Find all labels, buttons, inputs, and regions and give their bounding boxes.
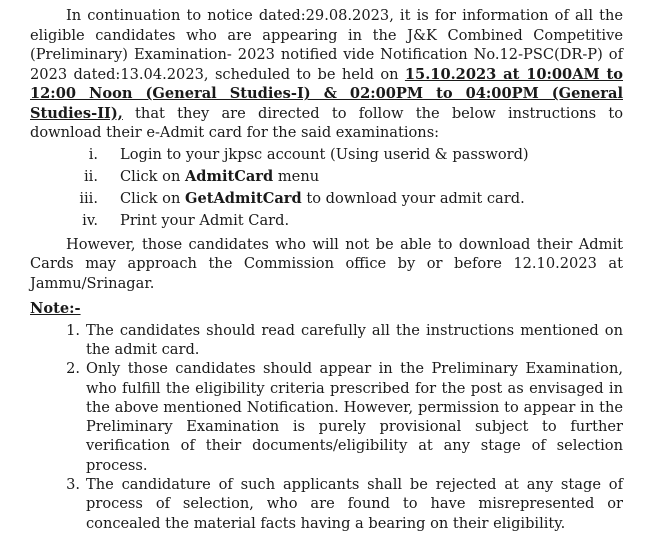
step-number: iii.	[79, 190, 98, 208]
intro-text-cont: that they are directed to follow the below instructions to download their e-Admit card for the said examinations:	[30, 104, 623, 141]
step-number: i.	[88, 145, 98, 163]
admitcard-menu-label: AdmitCard	[184, 167, 274, 185]
list-item	[30, 359, 623, 475]
note-number: 3.	[66, 476, 80, 494]
list-item	[30, 188, 623, 210]
note-number: 2.	[66, 360, 80, 378]
exam-schedule: 15.10.2023 at 10:00AM to 12:00 Noon (General Studies-I) & 02:00PM to 04:00PM (General Studies-II),	[30, 65, 623, 122]
note-heading: Note:-	[30, 300, 81, 318]
list-item	[30, 166, 623, 188]
note-text: Only those candidates should appear in the Preliminary Examination, who fulfill the eligibility criteria prescribed for the post as envisaged in the above mentioned Notification. However, permission to appear in the Preliminary Examination is purely provisional subject to further verification of their documents/eligibility at any stage of selection process.	[86, 360, 623, 474]
list-item	[30, 210, 623, 232]
however-paragraph: However, those candidates who will not be able to download their Admit Cards may approach the Commission office by or before 12.10.2023 at Jammu/Srinagar.	[30, 235, 623, 292]
step-text: Click on GetAdmitCard to download your admit card.	[120, 190, 525, 208]
step-text: Click on AdmitCard menu	[120, 167, 320, 185]
note-number: 1.	[66, 321, 80, 339]
step-number: ii.	[84, 167, 98, 185]
step-text: Login to your jkpsc account (Using userid & password)	[120, 145, 529, 163]
note-text: The candidates should read carefully all the instructions mentioned on the admit card.	[86, 321, 623, 358]
step-number: iv.	[82, 212, 98, 230]
list-item	[30, 144, 623, 166]
intro-paragraph	[30, 6, 623, 143]
list-item	[30, 475, 623, 533]
note-text: The candidature of such applicants shall be rejected at any stage of process of selection, who are found to have misrepresented or concealed the material facts having a bearing on their eligibility.	[86, 476, 623, 532]
getadmitcard-label: GetAdmitCard	[184, 190, 302, 208]
list-item	[30, 321, 623, 360]
download-steps-list	[30, 144, 623, 233]
intro-text: In continuation to notice dated:29.08.2023, it is for information of all the eligible candidates who are appearing in the J&K Combined Competitive (Preliminary) Examination- 2023 notified vide Notification No.12-PSC(DR-P) of 2023 dated:13.04.2023, scheduled to be held on	[30, 7, 623, 83]
notes-list	[30, 321, 623, 533]
step-text: Print your Admit Card.	[120, 212, 290, 230]
